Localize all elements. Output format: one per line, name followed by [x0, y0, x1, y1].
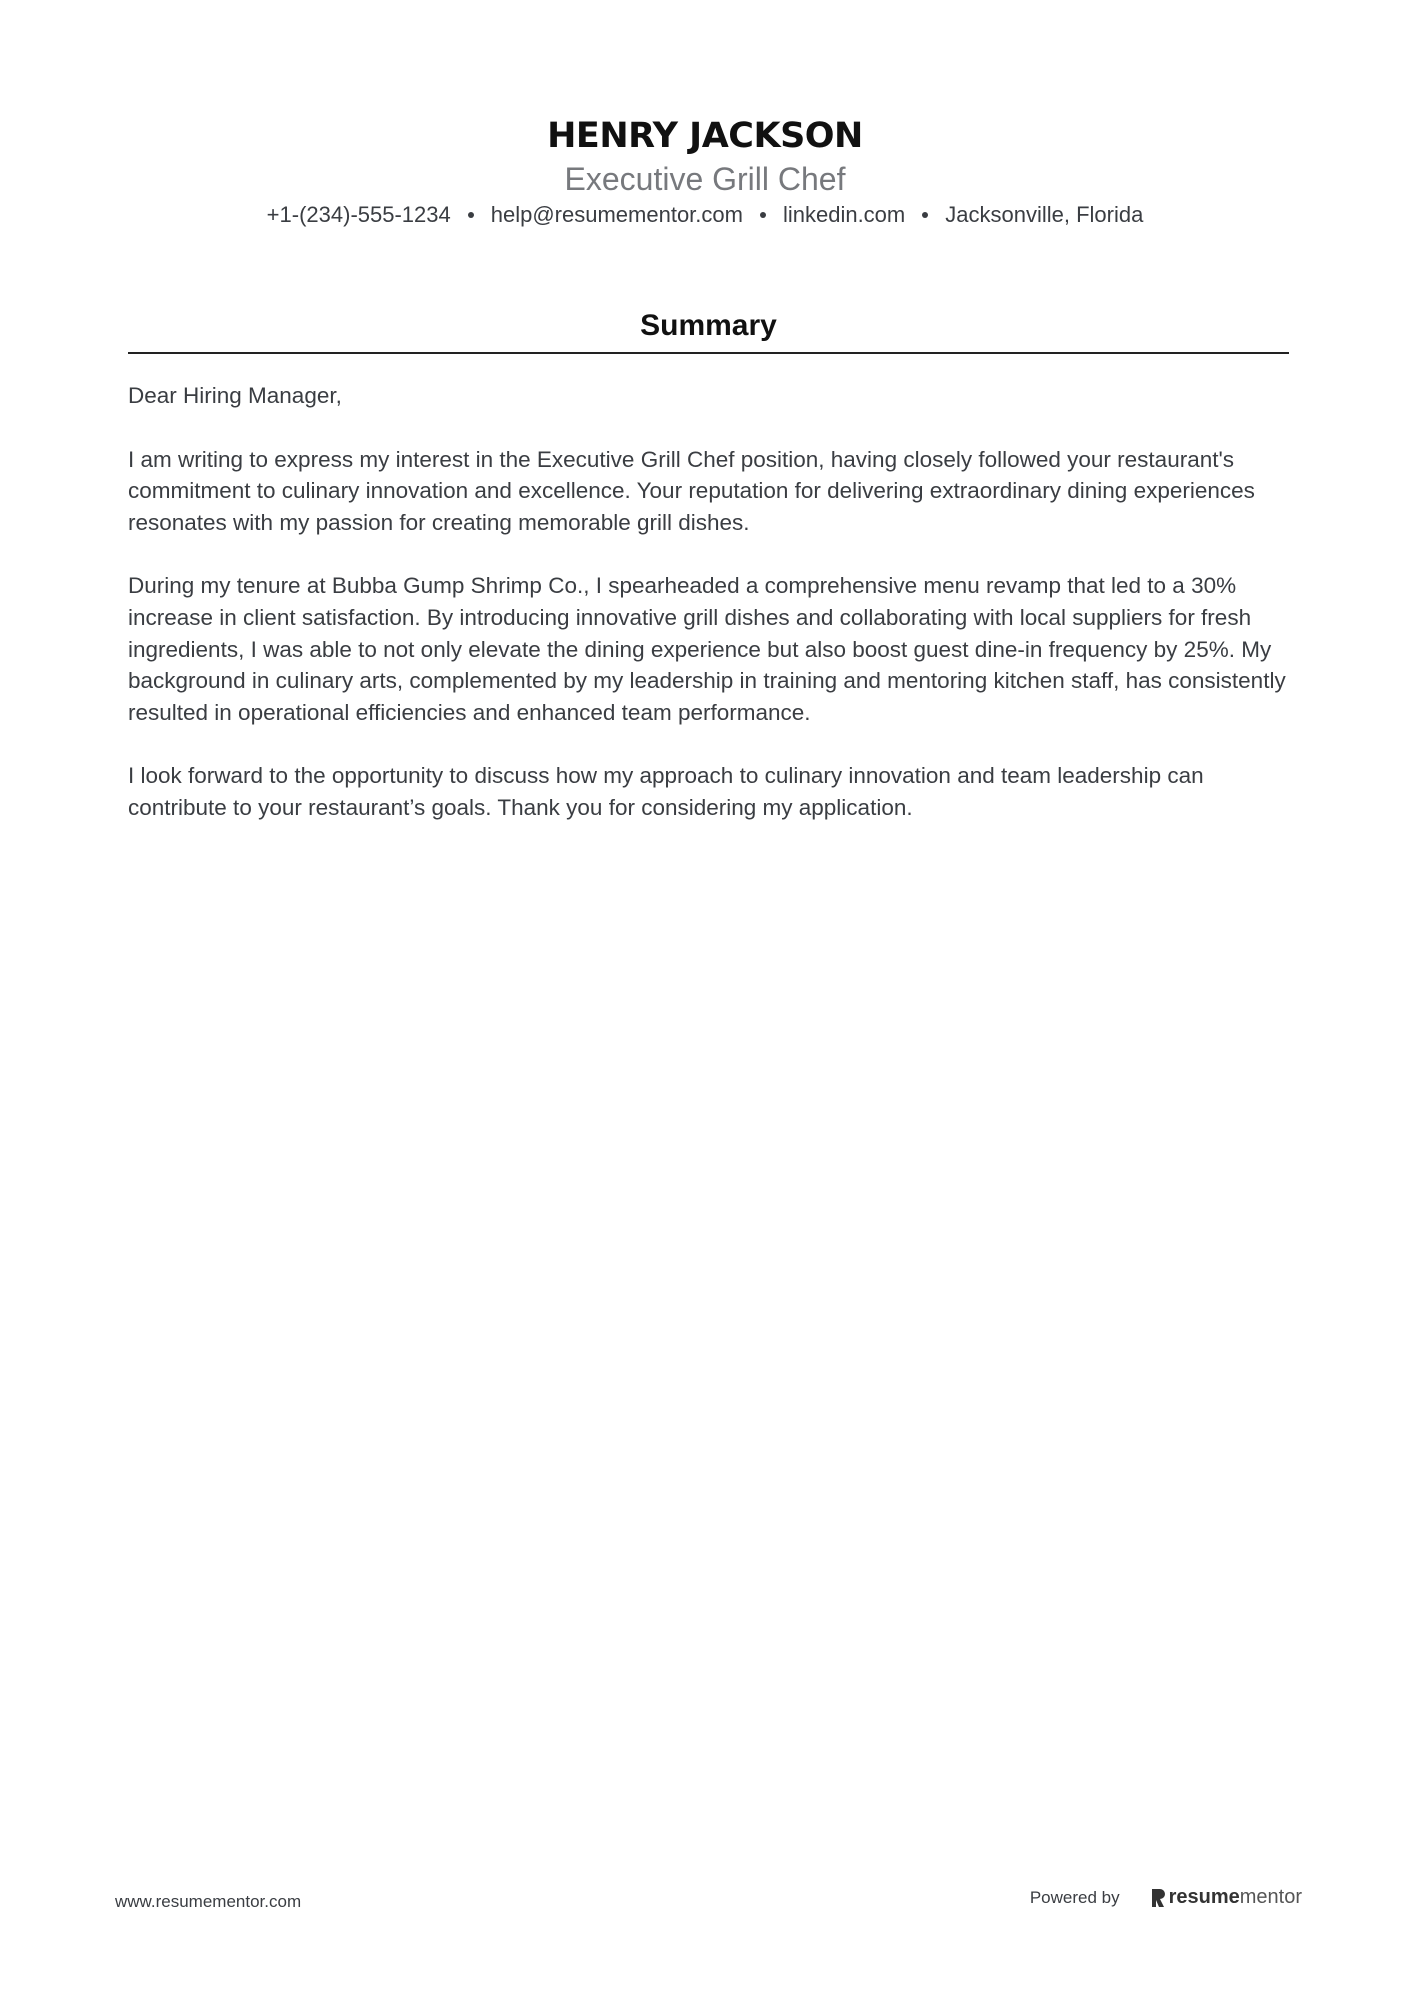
bullet-separator — [922, 212, 928, 218]
brand-name-light: mentor — [1239, 1886, 1302, 1908]
contact-linkedin[interactable]: linkedin.com — [782, 202, 906, 227]
contact-location: Jacksonville, Florida — [945, 202, 1144, 227]
letter-paragraph: I look forward to the opportunity to discuss how my approach to culinary innovation and team leadership can contribute to your restaurant’s goals. Thank you for considering my application. — [128, 763, 1204, 820]
resumementor-logo-icon — [1150, 1887, 1166, 1909]
bullet-separator — [760, 212, 766, 218]
section-divider — [128, 352, 1289, 354]
section-title: Summary — [640, 309, 777, 342]
letter-greeting: Dear Hiring Manager, — [128, 383, 342, 408]
footer-branding — [1030, 1886, 1302, 1909]
letter-paragraph: During my tenure at Bubba Gump Shrimp Co., I spearheaded a comprehensive menu revamp that led to a 30% increase in client satisfaction. By introducing innovative grill dishes and collaborating with local suppliers for fresh ingredients, I was able to not only elevate the dining experience but also boost guest dine-in frequency by 25%. My background in culinary arts, complemented by my leadership in training and mentoring kitchen staff, has consistently resulted in operational efficiencies and enhanced team performance. — [128, 573, 1286, 725]
contact-phone: +1-(234)-555-1234 — [266, 202, 451, 227]
cover-letter-body — [128, 380, 1289, 824]
summary-section — [128, 302, 1289, 856]
bullet-separator — [468, 212, 474, 218]
candidate-name: HENRY JACKSON — [547, 116, 863, 156]
contact-email[interactable]: help@resumementor.com — [490, 202, 743, 227]
footer-website[interactable]: www.resumementor.com — [115, 1892, 302, 1911]
letter-paragraph: I am writing to express my interest in the Executive Grill Chef position, having closely followed your restaurant's commitment to culinary innovation and excellence. Your reputation for delivering extraordinary dining experiences resonates with my passion for creating memorable grill dishes. — [128, 446, 1255, 535]
job-title: Executive Grill Chef — [564, 161, 846, 197]
brand-logo[interactable] — [1150, 1886, 1302, 1909]
powered-by-label: Powered by — [1029, 1887, 1120, 1907]
contact-line — [0, 200, 1410, 230]
resume-header — [0, 112, 1410, 230]
brand-name-bold: resume — [1168, 1886, 1240, 1908]
